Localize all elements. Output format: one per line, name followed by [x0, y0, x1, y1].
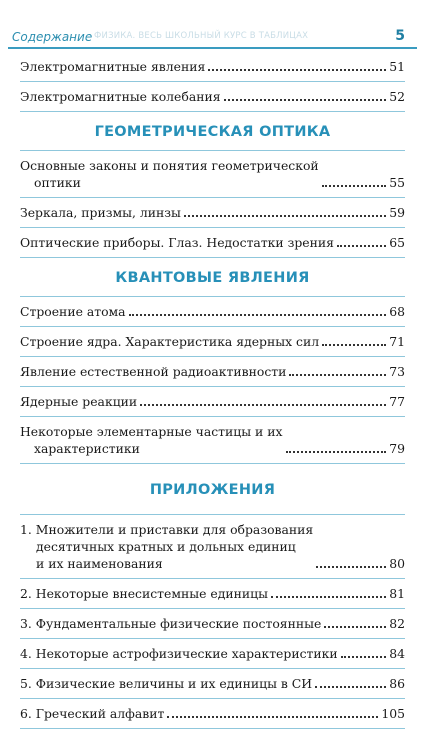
- toc-content: [20, 58, 405, 735]
- toc-entry[interactable]: [20, 88, 405, 105]
- toc-entry-line: Некоторые элементарные частицы и их: [20, 424, 283, 439]
- toc-entry-title: Зеркала, призмы, линзы: [20, 205, 181, 220]
- toc-entry-page: 73: [389, 364, 405, 379]
- divider: [20, 356, 405, 357]
- divider: [20, 227, 405, 228]
- toc-entry[interactable]: [20, 333, 405, 350]
- dot-leader: [208, 69, 386, 71]
- dot-leader: [129, 314, 387, 316]
- dot-leader: [271, 596, 386, 598]
- divider: [20, 197, 405, 198]
- dot-leader: [224, 99, 387, 101]
- toc-entry-title: Строение атома: [20, 304, 126, 319]
- toc-entry-page: 105: [381, 706, 405, 721]
- divider: [20, 463, 405, 464]
- toc-entry-page: 55: [389, 175, 405, 190]
- toc-entry-title: Явление естественной радиоактивности: [20, 364, 287, 379]
- divider: [20, 326, 405, 327]
- toc-entry[interactable]: [20, 393, 405, 410]
- toc-entry[interactable]: [20, 234, 405, 251]
- toc-entry-title: Ядерные реакции: [20, 394, 138, 409]
- toc-entry-title: [20, 423, 283, 457]
- toc-entry-title: 2. Некоторые внесистемные единицы: [20, 586, 268, 601]
- toc-entry-page: 80: [389, 556, 405, 571]
- divider: [20, 386, 405, 387]
- running-head: ФИЗИКА. ВЕСЬ ШКОЛЬНЫЙ КУРС В ТАБЛИЦАХ: [94, 31, 309, 41]
- toc-entry-line: Основные законы и понятия геометрической: [20, 158, 319, 173]
- toc-entry[interactable]: [20, 675, 405, 692]
- toc-entry-line: оптики: [34, 175, 81, 190]
- dot-leader: [289, 374, 386, 376]
- divider: [20, 578, 405, 579]
- toc-entry-page: 68: [389, 304, 405, 319]
- toc-entry-page: 71: [389, 334, 405, 349]
- dot-leader: [324, 626, 386, 628]
- toc-entry-page: 65: [389, 235, 405, 250]
- dot-leader: [286, 451, 387, 453]
- toc-entry-page: 52: [389, 89, 405, 104]
- toc-entry-title: [20, 521, 313, 572]
- divider: [20, 728, 405, 729]
- divider: [20, 150, 405, 151]
- toc-entry[interactable]: [20, 363, 405, 380]
- dot-leader: [341, 656, 387, 658]
- dot-leader: [140, 404, 386, 406]
- section-title-appendix: ПРИЛОЖЕНИЯ: [149, 482, 276, 498]
- toc-entry-line: десятичных кратных и дольных единиц: [36, 539, 296, 554]
- divider: [20, 608, 405, 609]
- toc-entry-line: характеристики: [34, 441, 140, 456]
- toc-entry-title: Электромагнитные колебания: [20, 89, 221, 104]
- divider: [20, 416, 405, 417]
- toc-entry-title: 3. Фундаментальные физические постоянные: [20, 616, 322, 631]
- toc-entry-page: 59: [389, 205, 405, 220]
- dot-leader: [167, 716, 378, 718]
- divider: [20, 668, 405, 669]
- divider: [20, 514, 405, 515]
- toc-entry-page: 77: [389, 394, 405, 409]
- toc-entry[interactable]: [20, 58, 405, 75]
- toc-entry[interactable]: [20, 705, 405, 722]
- toc-entry[interactable]: [20, 645, 405, 662]
- toc-entry-page: 84: [389, 646, 405, 661]
- toc-entry-title: Оптические приборы. Глаз. Недостатки зрения: [20, 235, 334, 250]
- dot-leader: [315, 686, 386, 688]
- divider: [20, 296, 405, 297]
- toc-entry-line: 1. Множители и приставки для образования: [20, 522, 314, 537]
- toc-entry-page: 82: [389, 616, 405, 631]
- toc-entry-page: 51: [389, 59, 405, 74]
- toc-entry[interactable]: [20, 204, 405, 221]
- dot-leader: [337, 245, 386, 247]
- section-label: Содержание: [12, 30, 93, 44]
- divider: [20, 111, 405, 112]
- toc-entry-title: Строение ядра. Характеристика ядерных сил: [20, 334, 320, 349]
- dot-leader: [316, 566, 386, 568]
- toc-entry[interactable]: [20, 615, 405, 632]
- divider: [20, 698, 405, 699]
- toc-entry-title: 5. Физические величины и их единицы в СИ: [20, 676, 313, 691]
- page-number: 5: [395, 28, 405, 44]
- dot-leader: [322, 344, 386, 346]
- divider: [20, 257, 405, 258]
- toc-entry-title: 4. Некоторые астрофизические характеристики: [20, 646, 338, 661]
- toc-entry[interactable]: [20, 157, 405, 191]
- header-divider: [8, 47, 417, 49]
- toc-entry-title: 6. Греческий алфавит: [20, 706, 165, 721]
- toc-entry-page: 79: [389, 441, 405, 456]
- toc-entry-title: [20, 157, 319, 191]
- toc-entry-line: и их наименования: [36, 556, 163, 571]
- toc-entry-page: 86: [389, 676, 405, 691]
- toc-entry[interactable]: [20, 423, 405, 457]
- toc-entry-title: Электромагнитные явления: [20, 59, 206, 74]
- toc-entry[interactable]: [20, 585, 405, 602]
- toc-entry[interactable]: [20, 521, 405, 572]
- dot-leader: [184, 215, 386, 217]
- toc-entry-page: 81: [389, 586, 405, 601]
- divider: [20, 638, 405, 639]
- dot-leader: [322, 185, 387, 187]
- section-title-optics: ГЕОМЕТРИЧЕСКАЯ ОПТИКА: [94, 124, 331, 140]
- divider: [20, 81, 405, 82]
- page-header: [0, 0, 425, 42]
- toc-entry[interactable]: [20, 303, 405, 320]
- section-title-quantum: КВАНТОВЫЕ ЯВЛЕНИЯ: [115, 270, 310, 286]
